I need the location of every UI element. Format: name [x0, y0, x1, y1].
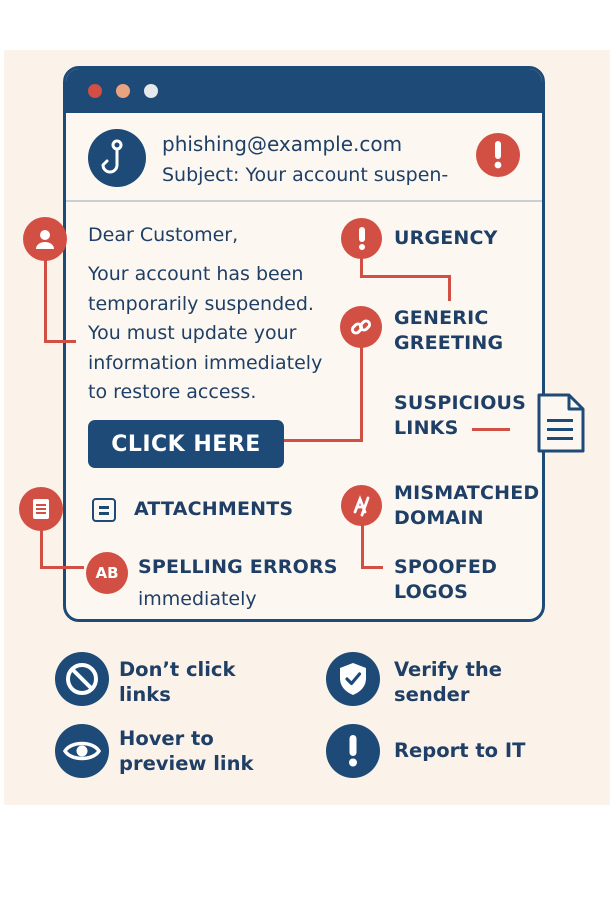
label-line: SUSPICIOUS [394, 392, 527, 414]
suspicious-links-label [394, 391, 526, 441]
body-line: Your account has been [88, 263, 304, 285]
body-line: You must update your [88, 322, 297, 344]
body-line: information immediately [88, 351, 323, 374]
label-line: SPOOFED [394, 556, 498, 578]
connector-line [448, 275, 451, 301]
connector-line [360, 344, 363, 441]
generic-greeting-label [394, 306, 503, 356]
label-line: GENERIC [394, 307, 489, 329]
exclamation-icon [476, 133, 520, 177]
email-subject: Subject: Your account suspen- [162, 164, 449, 186]
sender-address: phishing@example.com [162, 132, 403, 156]
connector-line [361, 566, 383, 569]
close-dot[interactable] [88, 84, 102, 98]
body-line: to restore access. [88, 381, 257, 403]
tip-verify-sender [394, 657, 502, 707]
attachment-icon [92, 498, 116, 522]
minimize-dot[interactable] [116, 84, 130, 98]
tip-line: Don’t click [119, 658, 236, 681]
tip-line: preview link [119, 752, 254, 775]
mismatched-domain-icon [341, 485, 382, 526]
tip-hover-preview [119, 726, 253, 776]
label-line: MISMATCHED [394, 482, 540, 504]
click-here-button[interactable]: CLICK HERE [88, 420, 284, 468]
document-small-icon [19, 487, 63, 531]
greeting: Dear Customer, [88, 224, 239, 246]
connector-line [40, 566, 84, 569]
eye-icon [55, 724, 109, 778]
label-line: LOGOS [394, 581, 469, 603]
attachments-label: ATTACHMENTS [134, 498, 294, 520]
shield-check-icon [326, 652, 380, 706]
urgency-label: URGENCY [394, 227, 498, 249]
tip-dont-click [119, 657, 235, 707]
tip-line: Report to IT [394, 739, 526, 762]
connector-line [361, 524, 364, 568]
tip-line: Verify the [394, 658, 502, 681]
maximize-dot[interactable] [144, 84, 158, 98]
label-line: DOMAIN [394, 507, 484, 529]
connector-line [40, 528, 43, 568]
connector-line [360, 275, 450, 278]
connector-line [44, 340, 76, 343]
mismatched-domain-label [394, 481, 539, 531]
urgency-exclamation-icon [341, 218, 382, 259]
connector-line [284, 439, 363, 442]
tip-line: Hover to [119, 727, 214, 750]
label-line: GREETING [394, 332, 504, 354]
prohibited-icon [55, 652, 109, 706]
header-divider [66, 200, 542, 202]
fishhook-icon [88, 129, 146, 187]
spelling-badge: AB [86, 552, 128, 594]
tip-report-it [394, 738, 525, 763]
tip-line: links [119, 683, 171, 706]
window-titlebar [66, 69, 542, 113]
email-body [88, 260, 322, 408]
label-line: LINKS [394, 417, 459, 439]
connector-line [44, 258, 47, 342]
document-icon [537, 393, 585, 457]
body-line: temporarily suspended. [88, 292, 314, 315]
spelling-errors-label: SPELLING ERRORS [138, 556, 338, 578]
connector-line [360, 258, 363, 276]
person-icon [23, 217, 67, 261]
spoofed-logos-label [394, 555, 497, 605]
misspelled-example: immediately [138, 588, 257, 610]
link-icon [340, 306, 382, 348]
report-exclamation-icon [326, 724, 380, 778]
tip-line: sender [394, 683, 470, 706]
